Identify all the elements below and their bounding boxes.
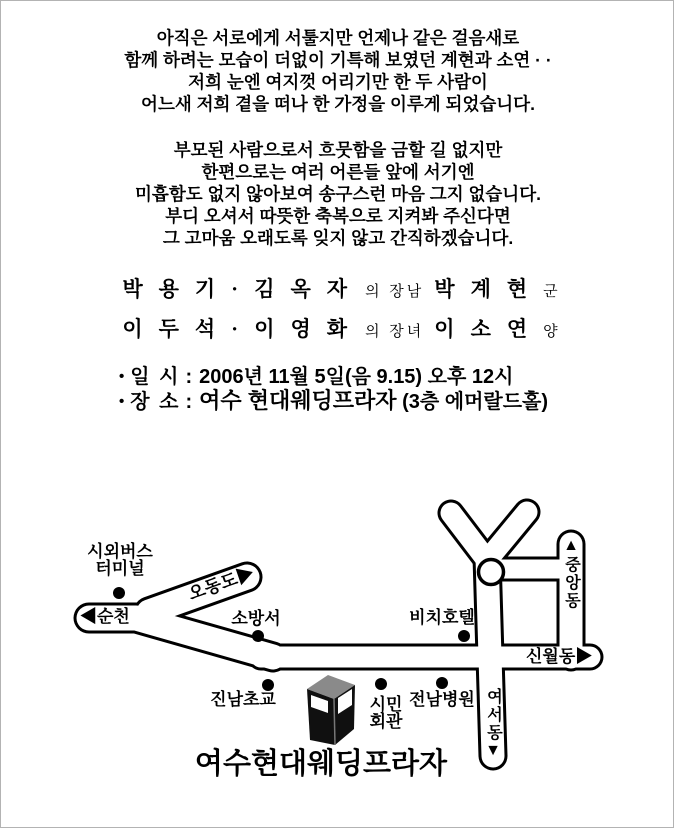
groom-family-row	[1, 273, 674, 301]
civic-center-label-line2: 회관	[369, 711, 403, 731]
road-y-right-fill	[489, 512, 527, 558]
jeonnam-hospital-label: 전남병원	[409, 690, 475, 709]
bride-honorific: 양	[543, 324, 558, 340]
beach-hotel-label: 비치호텔	[409, 608, 475, 627]
colon-separator: :	[185, 366, 193, 388]
jungang-road-label: ▲중앙동	[562, 537, 580, 610]
paragraph-gap	[1, 115, 674, 139]
groom-honorific: 군	[543, 284, 558, 300]
beach-hotel-dot	[458, 630, 470, 642]
wedding-hall-building-icon	[307, 675, 355, 745]
date-label: 일 시	[130, 366, 179, 388]
message-line: 아직은 서로에게 서툴지만 언제나 같은 걸음새로	[156, 28, 520, 48]
event-place-row	[119, 389, 548, 414]
bride-name: 이소연	[434, 317, 544, 341]
colon-separator: :	[185, 391, 193, 413]
fire-station-label: 소방서	[231, 609, 281, 628]
event-details	[119, 365, 548, 414]
civic-center-label-line1: 시민	[369, 695, 403, 714]
fire-station-dot	[252, 630, 264, 642]
bus-terminal-label-line2: 터미널	[95, 558, 145, 578]
terminal-dot	[113, 587, 125, 599]
bus-terminal-label-line1: 시외버스	[87, 542, 153, 561]
place-venue-name: 여수 현대웨딩프라자	[199, 388, 397, 413]
invitation-message	[1, 27, 674, 249]
suncheon-road-label: ◀순천	[80, 607, 130, 626]
venue-title: 여수현대웨딩프라자	[194, 748, 448, 780]
family-names	[1, 273, 674, 341]
bride-relation-label: 의 장녀	[365, 324, 425, 340]
bride-parents-names: 이두석·이영화	[122, 317, 364, 341]
message-line: 어느새 저희 곁을 떠나 한 가정을 이루게 되었습니다.	[141, 94, 535, 114]
civic-center-dot	[375, 678, 387, 690]
bride-family-row	[1, 313, 674, 341]
date-value: 2006년 11월 5일(음 9.15) 오후 12시	[199, 366, 514, 388]
groom-name: 박계현	[434, 277, 544, 301]
odongdo-road-label: 오동도▶	[185, 562, 257, 605]
groom-relation-label: 의 장남	[365, 284, 425, 300]
message-line: 미흡함도 없지 않아보여 송구스런 마음 그지 없습니다.	[135, 184, 541, 204]
groom-parents-names: 박용기·김옥자	[122, 277, 364, 301]
place-label: 장 소	[130, 391, 179, 413]
bus-terminal-label	[87, 544, 153, 577]
jinnam-school-label: 진남초교	[210, 690, 276, 709]
message-line: 그 고마움 오래도록 잊지 않고 간직하겠습니다.	[162, 228, 514, 248]
venue-map	[1, 471, 674, 828]
bullet-icon: •	[119, 368, 125, 385]
jeonnam-hospital-dot	[436, 677, 448, 689]
place-hall-name: (3층 에머랄드홀)	[402, 391, 549, 413]
message-line: 부디 오셔서 따뜻한 축복으로 지켜봐 주신다면	[165, 206, 511, 226]
message-line: 저희 눈엔 여지껏 어리기만 한 두 사람이	[188, 72, 488, 92]
sinwol-road-label: 신월동▶	[526, 647, 593, 666]
building-corner-edge	[334, 699, 335, 745]
message-line: 한편으로는 여러 어른들 앞에 서기엔	[201, 162, 475, 182]
message-line: 부모된 사람으로서 흐뭇함을 금할 길 없지만	[173, 140, 503, 160]
civic-center-label	[370, 697, 403, 730]
yeoseo-road-label: 여서동▼	[484, 688, 502, 761]
roundabout-icon	[479, 560, 504, 585]
bullet-icon: •	[119, 393, 125, 410]
event-date-row	[119, 365, 548, 389]
message-line: 함께 하려는 모습이 더없이 기특해 보였던 계현과 소연 · ·	[124, 50, 552, 70]
